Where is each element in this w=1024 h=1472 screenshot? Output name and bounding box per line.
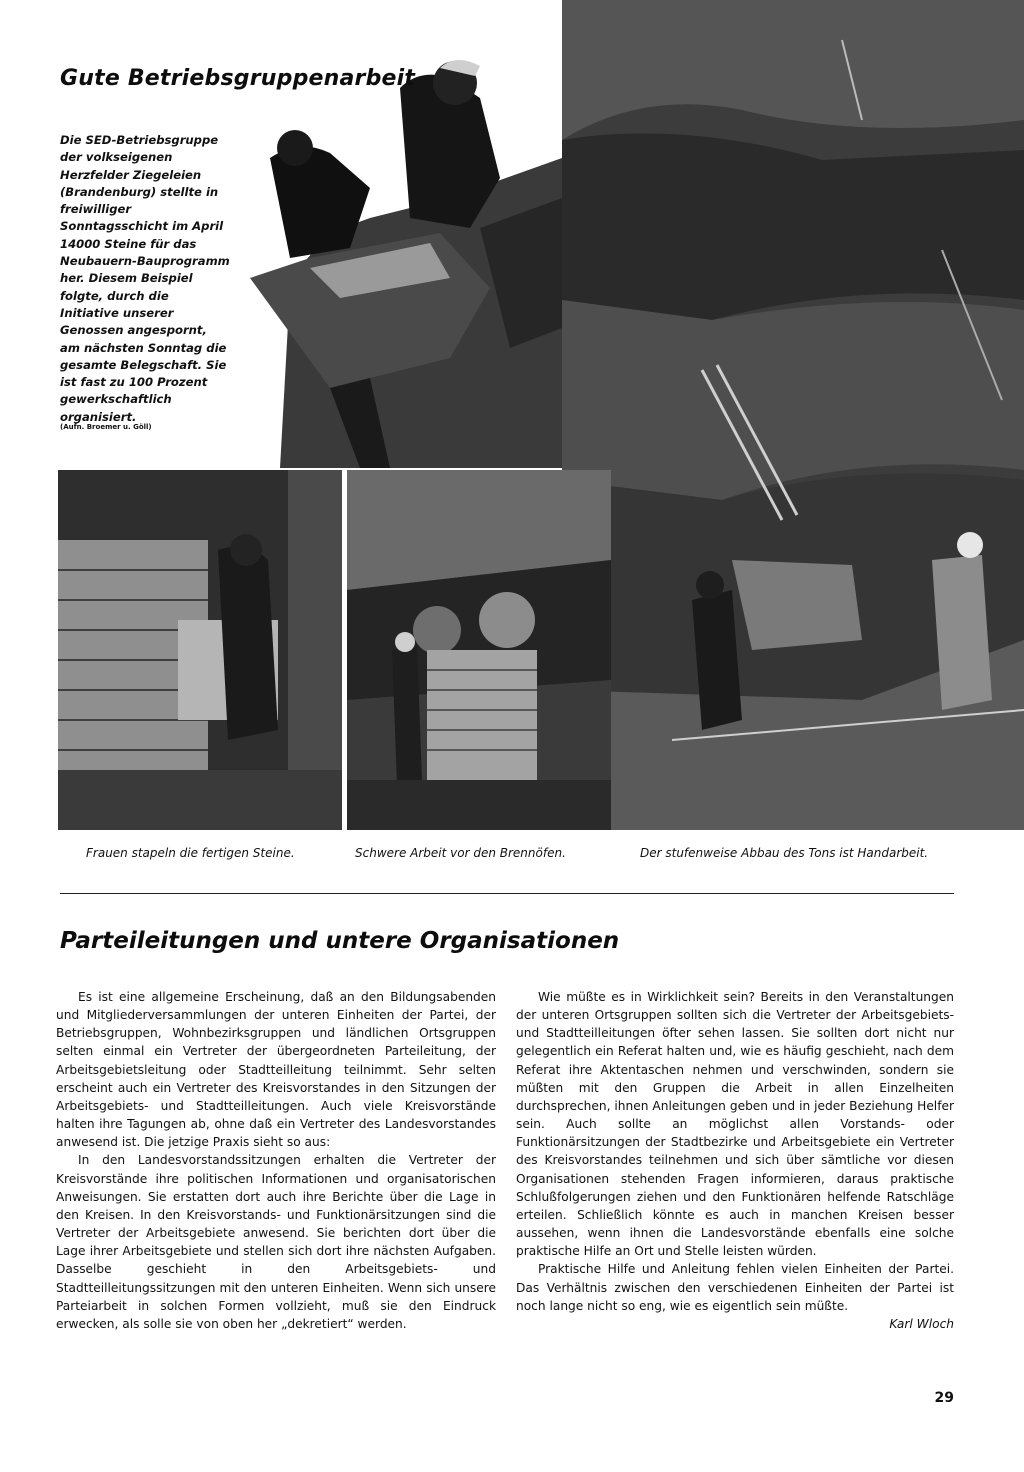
article-paragraph: Praktische Hilfe und Anleitung fehlen vielen Einheiten der Partei. Das Verhältnis zwischen den verschiedenen Einheiten der Partei ist noch lange nicht so eng, wie es eigentlich sein müßte. <box>516 1262 954 1313</box>
photo-kilns <box>347 470 611 830</box>
photo-women-stacking <box>58 470 342 830</box>
caption-women-stacking: Frauen stapeln die fertigen Steine. <box>86 846 295 860</box>
article-author: Karl Wloch <box>889 1316 954 1331</box>
section-title-betriebsgruppenarbeit: Gute Betriebsgruppenarbeit <box>60 66 416 91</box>
caption-quarry: Der stufenweise Abbau des Tons ist Handarbeit. <box>640 846 929 860</box>
photo-workers-wheelbarrow <box>250 28 562 468</box>
article-column-right <box>516 988 954 1333</box>
caption-kilns: Schwere Arbeit vor den Brennöfen. <box>355 846 566 860</box>
article-paragraph: In den Landesvorstandssitzungen erhalten die Vertreter der Kreisvorstände ihre politischen Informationen und organisatorischen Anweisungen. Sie erstatten dort auch ihre Berichte über die Lage in den Kreisen. In den Kreisvorstands- und Funktionärsitzungen sind die Vertreter der Arbeitsgebiete anwesend. Sie berichten dort über die Lage ihrer Arbeitsgebiete und stellen sich dort ihre nächsten Aufgaben. Dasselbe geschieht in den Arbeitsgebiets- und Stadtteilleitungssitzungen mit den unteren Einheiten. Wenn sich unsere Parteiarbeit in solchen Formen vollzieht, muß sie den Eindruck erwecken, als solle sie von oben her „dekretiert“ werden. <box>56 1153 496 1331</box>
photo-credit: (Aufn. Broemer u. Göll) <box>60 423 152 431</box>
article-paragraph: Es ist eine allgemeine Erscheinung, daß an den Bildungsabenden und Mitgliederversammlungen der unteren Einheiten der Partei, der Betriebsgruppen, Wohnbezirksgruppen und ländlichen Ortsgruppen selten einmal ein Vertreter der übergeordneten Parteileitung, der Arbeitsgebietsleitung oder Stadtteilleitung teilnimmt. Sehr selten erscheint auch ein Vertreter des Kreisvorstandes in den Sitzungen der Arbeitsgebiets- und Stadtteilleitungen. Auch viele Kreisvorstände halten ihre Tagungen ab, ohne daß ein Vertreter des Landesvorstandes anwesend ist. Die jetzige Praxis sieht so aus: <box>56 990 496 1150</box>
page-number: 29 <box>934 1390 954 1406</box>
section-intro-text: Die SED-Betriebsgruppe der volkseigenen Herzfelder Ziegeleien (Brandenburg) stellte in freiwilliger Sonntagsschicht im April 14000 Steine für das Neubauern-Bauprogramm her. Diesem Beispiel folgte, durch die Initiative unserer Genossen angespornt, am nächsten Sonntag die gesamte Belegschaft. Sie ist fast zu 100 Prozent gewerkschaftlich organisiert. <box>60 133 230 424</box>
section-divider <box>60 893 954 894</box>
article-title: Parteileitungen und untere Organisationen <box>60 928 620 954</box>
article-column-left <box>56 988 496 1333</box>
article-paragraph: Wie müßte es in Wirklichkeit sein? Bereits in den Veranstaltungen der unteren Ortsgruppen sollten sich die Vertreter der Arbeitsgebiets- und Stadtteilleitungen öfter sehen lassen. Sie sollten dort nicht nur gelegentlich ein Referat halten und, wie es häufig geschieht, nach dem Referat ihre Aktentaschen nehmen und verschwinden, sondern sie müßten mit den Gruppen die Arbeit in allen Einzelheiten durchsprechen, ihnen Anleitungen geben und in jeder Beziehung Helfer sein. Auch sollte an möglichst allen Vorstands- oder Funktionärsitzungen der Stadtbezirke und Arbeitsgebiete ein Vertreter des Kreisvorstandes teilnehmen und sich über sämtliche vor diesen Organisationen stehenden Fragen informieren, daraus praktische Schlußfolgerungen ziehen und den Funktionären helfende Ratschläge erteilen. Schließlich könnte es auch in manchen Kreisen besser aussehen, wenn ihnen die Landesvorstände ebenfalls eine solche praktische Hilfe an Ort und Stelle leisten würden. <box>516 990 954 1259</box>
photo-clay-quarry <box>562 0 1024 830</box>
